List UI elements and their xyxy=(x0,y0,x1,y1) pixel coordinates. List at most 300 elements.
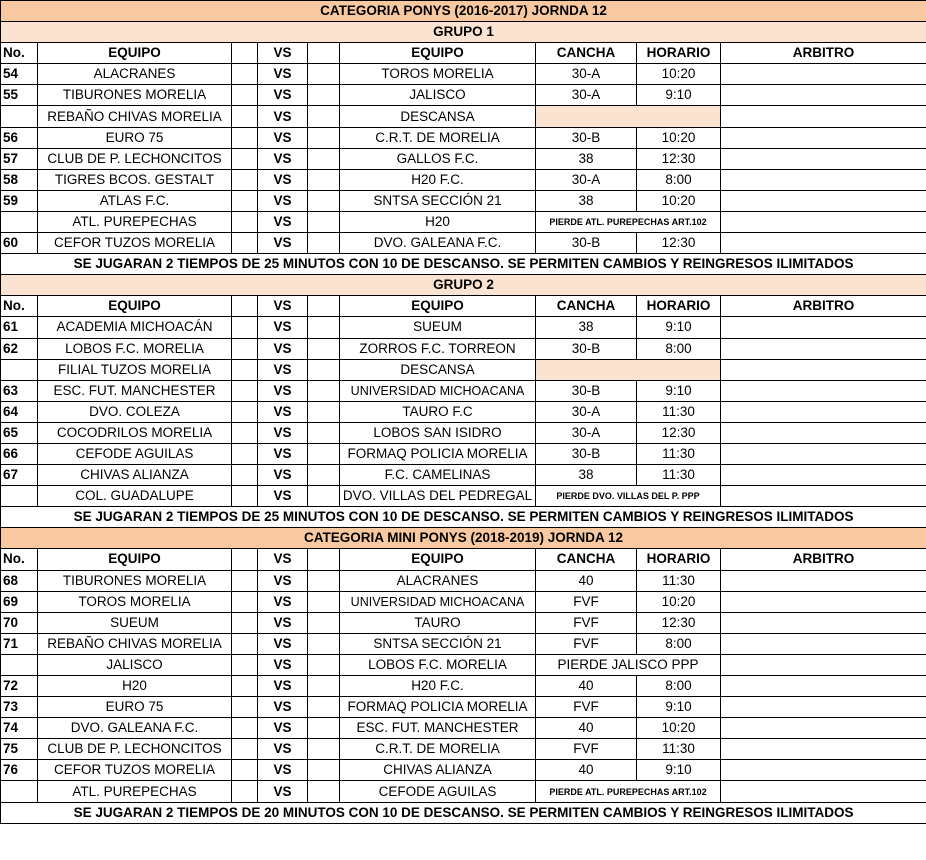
blank-cell xyxy=(308,654,340,675)
time-value: 8:00 xyxy=(637,676,721,697)
vs-label: VS xyxy=(258,697,308,718)
time-value: 8:00 xyxy=(637,169,721,190)
blank-cell xyxy=(308,422,340,443)
team-b: H20 F.C. xyxy=(340,676,536,697)
referee-value xyxy=(721,676,926,697)
field-value: 38 xyxy=(536,465,637,486)
match-row xyxy=(1,676,926,697)
team-a: TOROS MORELIA xyxy=(38,591,232,612)
blank-cell xyxy=(232,781,258,802)
col-header-team-a: EQUIPO xyxy=(38,43,232,64)
vs-label: VS xyxy=(258,781,308,802)
blank-cell xyxy=(232,359,258,380)
match-row xyxy=(1,654,926,675)
match-row xyxy=(1,169,926,190)
field-value: 30-B xyxy=(536,338,637,359)
blank-cell xyxy=(308,233,340,254)
match-row xyxy=(1,85,926,106)
field-value: 30-B xyxy=(536,127,637,148)
team-b: TOROS MORELIA xyxy=(340,64,536,85)
team-a: JALISCO xyxy=(38,654,232,675)
match-row xyxy=(1,570,926,591)
blank-cell xyxy=(308,127,340,148)
col-header-field: CANCHA xyxy=(536,43,637,64)
blank-cell xyxy=(308,697,340,718)
time-value: 9:10 xyxy=(637,317,721,338)
group-title: GRUPO 1 xyxy=(1,22,926,43)
col-header-no: No. xyxy=(1,296,38,317)
team-b: C.R.T. DE MORELIA xyxy=(340,739,536,760)
time-value: 9:10 xyxy=(637,760,721,781)
referee-value xyxy=(721,64,926,85)
referee-value xyxy=(721,190,926,211)
time-value: 12:30 xyxy=(637,422,721,443)
match-row xyxy=(1,148,926,169)
field-value: 40 xyxy=(536,760,637,781)
match-row xyxy=(1,317,926,338)
blank-cell xyxy=(308,190,340,211)
time-value: 10:20 xyxy=(637,591,721,612)
match-row xyxy=(1,64,926,85)
match-row xyxy=(1,781,926,802)
team-b: C.R.T. DE MORELIA xyxy=(340,127,536,148)
column-header-row xyxy=(1,296,926,317)
vs-label: VS xyxy=(258,443,308,464)
time-value: 12:30 xyxy=(637,612,721,633)
blank-cell xyxy=(308,633,340,654)
match-number: 61 xyxy=(1,317,38,338)
category-title-row xyxy=(1,528,926,549)
blank-cell xyxy=(232,549,258,570)
rest-cell xyxy=(536,106,721,127)
match-row xyxy=(1,190,926,211)
match-row xyxy=(1,443,926,464)
vs-label: VS xyxy=(258,190,308,211)
match-row xyxy=(1,401,926,422)
team-b: UNIVERSIDAD MICHOACANA xyxy=(340,591,536,612)
field-value: 38 xyxy=(536,317,637,338)
team-b: DVO. VILLAS DEL PEDREGAL xyxy=(340,486,536,507)
referee-value xyxy=(721,380,926,401)
vs-label: VS xyxy=(258,85,308,106)
blank-cell xyxy=(308,570,340,591)
blank-cell xyxy=(308,85,340,106)
category-title: CATEGORIA MINI PONYS (2018-2019) JORNDA 12 xyxy=(1,528,926,549)
team-b: UNIVERSIDAD MICHOACANA xyxy=(340,380,536,401)
match-number: 55 xyxy=(1,85,38,106)
blank-cell xyxy=(232,633,258,654)
vs-label: VS xyxy=(258,654,308,675)
team-a: CLUB DE P. LECHONCITOS xyxy=(38,739,232,760)
blank-cell xyxy=(232,85,258,106)
blank-cell xyxy=(232,169,258,190)
blank-cell xyxy=(232,739,258,760)
col-header-no: No. xyxy=(1,43,38,64)
match-number: 60 xyxy=(1,233,38,254)
blank-cell xyxy=(308,359,340,380)
team-a: CEFOR TUZOS MORELIA xyxy=(38,760,232,781)
match-row xyxy=(1,422,926,443)
blank-cell xyxy=(232,211,258,232)
team-a: SUEUM xyxy=(38,612,232,633)
referee-value xyxy=(721,781,926,802)
referee-value xyxy=(721,127,926,148)
team-a: CEFODE AGUILAS xyxy=(38,443,232,464)
referee-value xyxy=(721,211,926,232)
match-row xyxy=(1,211,926,232)
vs-label: VS xyxy=(258,401,308,422)
field-value: 40 xyxy=(536,676,637,697)
column-header-row xyxy=(1,549,926,570)
forfeit-note: PIERDE ATL. PUREPECHAS ART.102 xyxy=(536,781,721,802)
team-b: DESCANSA xyxy=(340,359,536,380)
team-a: DVO. COLEZA xyxy=(38,401,232,422)
match-number: 73 xyxy=(1,697,38,718)
referee-value xyxy=(721,443,926,464)
time-value: 11:30 xyxy=(637,739,721,760)
referee-value xyxy=(721,422,926,443)
team-b: FORMAQ POLICIA MORELIA xyxy=(340,697,536,718)
blank-cell xyxy=(232,233,258,254)
referee-value xyxy=(721,760,926,781)
match-number: 71 xyxy=(1,633,38,654)
field-value: 40 xyxy=(536,718,637,739)
match-row xyxy=(1,233,926,254)
team-a: TIBURONES MORELIA xyxy=(38,85,232,106)
team-b: TAURO F.C xyxy=(340,401,536,422)
team-b: SNTSA SECCIÓN 21 xyxy=(340,190,536,211)
blank-cell xyxy=(308,317,340,338)
vs-label: VS xyxy=(258,64,308,85)
blank-cell xyxy=(308,760,340,781)
blank-cell xyxy=(308,612,340,633)
blank-cell xyxy=(308,296,340,317)
match-number: 59 xyxy=(1,190,38,211)
field-value: 38 xyxy=(536,190,637,211)
team-a: EURO 75 xyxy=(38,697,232,718)
vs-label: VS xyxy=(258,718,308,739)
match-number xyxy=(1,106,38,127)
team-a: FILIAL TUZOS MORELIA xyxy=(38,359,232,380)
blank-cell xyxy=(232,380,258,401)
match-row xyxy=(1,106,926,127)
col-header-team-a: EQUIPO xyxy=(38,296,232,317)
referee-value xyxy=(721,486,926,507)
vs-label: VS xyxy=(258,591,308,612)
match-number: 75 xyxy=(1,739,38,760)
match-row xyxy=(1,739,926,760)
vs-label: VS xyxy=(258,570,308,591)
blank-cell xyxy=(232,64,258,85)
blank-cell xyxy=(308,739,340,760)
blank-cell xyxy=(308,169,340,190)
field-value: 38 xyxy=(536,148,637,169)
field-value: 30-A xyxy=(536,422,637,443)
referee-value xyxy=(721,697,926,718)
match-row xyxy=(1,760,926,781)
field-value: 30-A xyxy=(536,169,637,190)
team-a: TIGRES BCOS. GESTALT xyxy=(38,169,232,190)
match-number: 65 xyxy=(1,422,38,443)
col-header-referee: ARBITRO xyxy=(721,549,926,570)
time-value: 9:10 xyxy=(637,697,721,718)
schedule-body xyxy=(1,1,926,824)
column-header-row xyxy=(1,43,926,64)
blank-cell xyxy=(232,570,258,591)
time-value: 10:20 xyxy=(637,64,721,85)
referee-value xyxy=(721,317,926,338)
field-value: 30-A xyxy=(536,64,637,85)
match-number: 58 xyxy=(1,169,38,190)
team-b: SUEUM xyxy=(340,317,536,338)
forfeit-note: PIERDE DVO. VILLAS DEL P. PPP xyxy=(536,486,721,507)
vs-label: VS xyxy=(258,612,308,633)
vs-label: VS xyxy=(258,739,308,760)
team-a: COCODRILOS MORELIA xyxy=(38,422,232,443)
rules-row xyxy=(1,254,926,275)
match-number: 64 xyxy=(1,401,38,422)
rules-note: SE JUGARAN 2 TIEMPOS DE 25 MINUTOS CON 10 DE DESCANSO. SE PERMITEN CAMBIOS Y REINGRESOS ILIMITADOS xyxy=(1,254,926,275)
vs-label: VS xyxy=(258,338,308,359)
team-b: CEFODE AGUILAS xyxy=(340,781,536,802)
referee-value xyxy=(721,633,926,654)
referee-value xyxy=(721,739,926,760)
col-header-vs: VS xyxy=(258,549,308,570)
field-value: FVF xyxy=(536,591,637,612)
blank-cell xyxy=(308,106,340,127)
blank-cell xyxy=(232,127,258,148)
col-header-vs: VS xyxy=(258,43,308,64)
match-number: 74 xyxy=(1,718,38,739)
blank-cell xyxy=(308,443,340,464)
blank-cell xyxy=(308,591,340,612)
blank-cell xyxy=(232,591,258,612)
match-number: 67 xyxy=(1,465,38,486)
blank-cell xyxy=(232,612,258,633)
match-row xyxy=(1,633,926,654)
match-row xyxy=(1,486,926,507)
team-a: ACADEMIA MICHOACÁN xyxy=(38,317,232,338)
match-row xyxy=(1,338,926,359)
blank-cell xyxy=(232,422,258,443)
field-value: 30-B xyxy=(536,443,637,464)
blank-cell xyxy=(232,697,258,718)
blank-cell xyxy=(308,148,340,169)
blank-cell xyxy=(232,401,258,422)
rules-note: SE JUGARAN 2 TIEMPOS DE 20 MINUTOS CON 10 DE DESCANSO. SE PERMITEN CAMBIOS Y REINGRESOS ILIMITADOS xyxy=(1,802,926,823)
team-b: TAURO xyxy=(340,612,536,633)
team-a: ATL. PUREPECHAS xyxy=(38,211,232,232)
vs-label: VS xyxy=(258,106,308,127)
col-header-team-b: EQUIPO xyxy=(340,296,536,317)
vs-label: VS xyxy=(258,633,308,654)
blank-cell xyxy=(308,211,340,232)
blank-cell xyxy=(308,676,340,697)
match-row xyxy=(1,697,926,718)
blank-cell xyxy=(232,106,258,127)
group-title-row xyxy=(1,275,926,296)
forfeit-note: PIERDE JALISCO PPP xyxy=(536,654,721,675)
blank-cell xyxy=(308,338,340,359)
match-number: 54 xyxy=(1,64,38,85)
blank-cell xyxy=(232,43,258,64)
vs-label: VS xyxy=(258,233,308,254)
time-value: 12:30 xyxy=(637,233,721,254)
blank-cell xyxy=(308,718,340,739)
team-b: F.C. CAMELINAS xyxy=(340,465,536,486)
blank-cell xyxy=(308,486,340,507)
field-value: FVF xyxy=(536,612,637,633)
time-value: 8:00 xyxy=(637,633,721,654)
match-number: 70 xyxy=(1,612,38,633)
col-header-time: HORARIO xyxy=(637,43,721,64)
match-number: 69 xyxy=(1,591,38,612)
field-value: FVF xyxy=(536,633,637,654)
team-a: CEFOR TUZOS MORELIA xyxy=(38,233,232,254)
time-value: 9:10 xyxy=(637,85,721,106)
vs-label: VS xyxy=(258,676,308,697)
time-value: 10:20 xyxy=(637,127,721,148)
match-number: 66 xyxy=(1,443,38,464)
col-header-team-b: EQUIPO xyxy=(340,43,536,64)
team-b: FORMAQ POLICIA MORELIA xyxy=(340,443,536,464)
team-a: ALACRANES xyxy=(38,64,232,85)
time-value: 10:20 xyxy=(637,718,721,739)
time-value: 11:30 xyxy=(637,401,721,422)
team-b: H20 xyxy=(340,211,536,232)
match-number: 56 xyxy=(1,127,38,148)
team-b: H20 F.C. xyxy=(340,169,536,190)
team-a: LOBOS F.C. MORELIA xyxy=(38,338,232,359)
col-header-team-a: EQUIPO xyxy=(38,549,232,570)
time-value: 11:30 xyxy=(637,570,721,591)
match-number: 68 xyxy=(1,570,38,591)
blank-cell xyxy=(232,760,258,781)
match-number: 62 xyxy=(1,338,38,359)
field-value: 30-B xyxy=(536,233,637,254)
category-title-row xyxy=(1,1,926,22)
referee-value xyxy=(721,612,926,633)
team-b: DVO. GALEANA F.C. xyxy=(340,233,536,254)
match-number: 72 xyxy=(1,676,38,697)
referee-value xyxy=(721,359,926,380)
col-header-referee: ARBITRO xyxy=(721,43,926,64)
team-b: ALACRANES xyxy=(340,570,536,591)
vs-label: VS xyxy=(258,380,308,401)
rules-row xyxy=(1,802,926,823)
vs-label: VS xyxy=(258,359,308,380)
col-header-vs: VS xyxy=(258,296,308,317)
time-value: 10:20 xyxy=(637,190,721,211)
blank-cell xyxy=(308,465,340,486)
referee-value xyxy=(721,591,926,612)
referee-value xyxy=(721,106,926,127)
referee-value xyxy=(721,570,926,591)
match-number xyxy=(1,211,38,232)
vs-label: VS xyxy=(258,127,308,148)
match-number xyxy=(1,781,38,802)
blank-cell xyxy=(308,401,340,422)
vs-label: VS xyxy=(258,422,308,443)
field-value: FVF xyxy=(536,697,637,718)
vs-label: VS xyxy=(258,760,308,781)
blank-cell xyxy=(308,380,340,401)
referee-value xyxy=(721,169,926,190)
team-a: COL. GUADALUPE xyxy=(38,486,232,507)
vs-label: VS xyxy=(258,148,308,169)
vs-label: VS xyxy=(258,211,308,232)
team-a: REBAÑO CHIVAS MORELIA xyxy=(38,633,232,654)
blank-cell xyxy=(232,443,258,464)
col-header-no: No. xyxy=(1,549,38,570)
team-a: ESC. FUT. MANCHESTER xyxy=(38,380,232,401)
team-b: GALLOS F.C. xyxy=(340,148,536,169)
team-a: TIBURONES MORELIA xyxy=(38,570,232,591)
match-row xyxy=(1,380,926,401)
match-row xyxy=(1,612,926,633)
match-number xyxy=(1,486,38,507)
blank-cell xyxy=(232,190,258,211)
match-number xyxy=(1,654,38,675)
col-header-field: CANCHA xyxy=(536,296,637,317)
col-header-time: HORARIO xyxy=(637,549,721,570)
team-b: ZORROS F.C. TORREON xyxy=(340,338,536,359)
team-b: JALISCO xyxy=(340,85,536,106)
vs-label: VS xyxy=(258,465,308,486)
field-value: 30-B xyxy=(536,380,637,401)
team-b: DESCANSA xyxy=(340,106,536,127)
col-header-referee: ARBITRO xyxy=(721,296,926,317)
match-row xyxy=(1,591,926,612)
team-b: LOBOS F.C. MORELIA xyxy=(340,654,536,675)
blank-cell xyxy=(308,43,340,64)
group-title-row xyxy=(1,22,926,43)
blank-cell xyxy=(232,296,258,317)
col-header-time: HORARIO xyxy=(637,296,721,317)
team-b: ESC. FUT. MANCHESTER xyxy=(340,718,536,739)
team-b: LOBOS SAN ISIDRO xyxy=(340,422,536,443)
group-title: GRUPO 2 xyxy=(1,275,926,296)
rules-note: SE JUGARAN 2 TIEMPOS DE 25 MINUTOS CON 10 DE DESCANSO. SE PERMITEN CAMBIOS Y REINGRESOS ILIMITADOS xyxy=(1,507,926,528)
time-value: 11:30 xyxy=(637,443,721,464)
vs-label: VS xyxy=(258,169,308,190)
blank-cell xyxy=(308,64,340,85)
field-value: 40 xyxy=(536,570,637,591)
match-number: 76 xyxy=(1,760,38,781)
match-row xyxy=(1,359,926,380)
team-a: REBAÑO CHIVAS MORELIA xyxy=(38,106,232,127)
vs-label: VS xyxy=(258,486,308,507)
time-value: 9:10 xyxy=(637,380,721,401)
blank-cell xyxy=(232,148,258,169)
team-a: EURO 75 xyxy=(38,127,232,148)
col-header-field: CANCHA xyxy=(536,549,637,570)
forfeit-note: PIERDE ATL. PUREPECHAS ART.102 xyxy=(536,211,721,232)
category-title: CATEGORIA PONYS (2016-2017) JORNDA 12 xyxy=(1,1,926,22)
referee-value xyxy=(721,148,926,169)
blank-cell xyxy=(232,338,258,359)
team-a: CLUB DE P. LECHONCITOS xyxy=(38,148,232,169)
time-value: 8:00 xyxy=(637,338,721,359)
field-value: 30-A xyxy=(536,401,637,422)
rules-row xyxy=(1,507,926,528)
col-header-team-b: EQUIPO xyxy=(340,549,536,570)
team-b: SNTSA SECCIÓN 21 xyxy=(340,633,536,654)
referee-value xyxy=(721,85,926,106)
time-value: 11:30 xyxy=(637,465,721,486)
team-a: ATL. PUREPECHAS xyxy=(38,781,232,802)
match-number: 57 xyxy=(1,148,38,169)
